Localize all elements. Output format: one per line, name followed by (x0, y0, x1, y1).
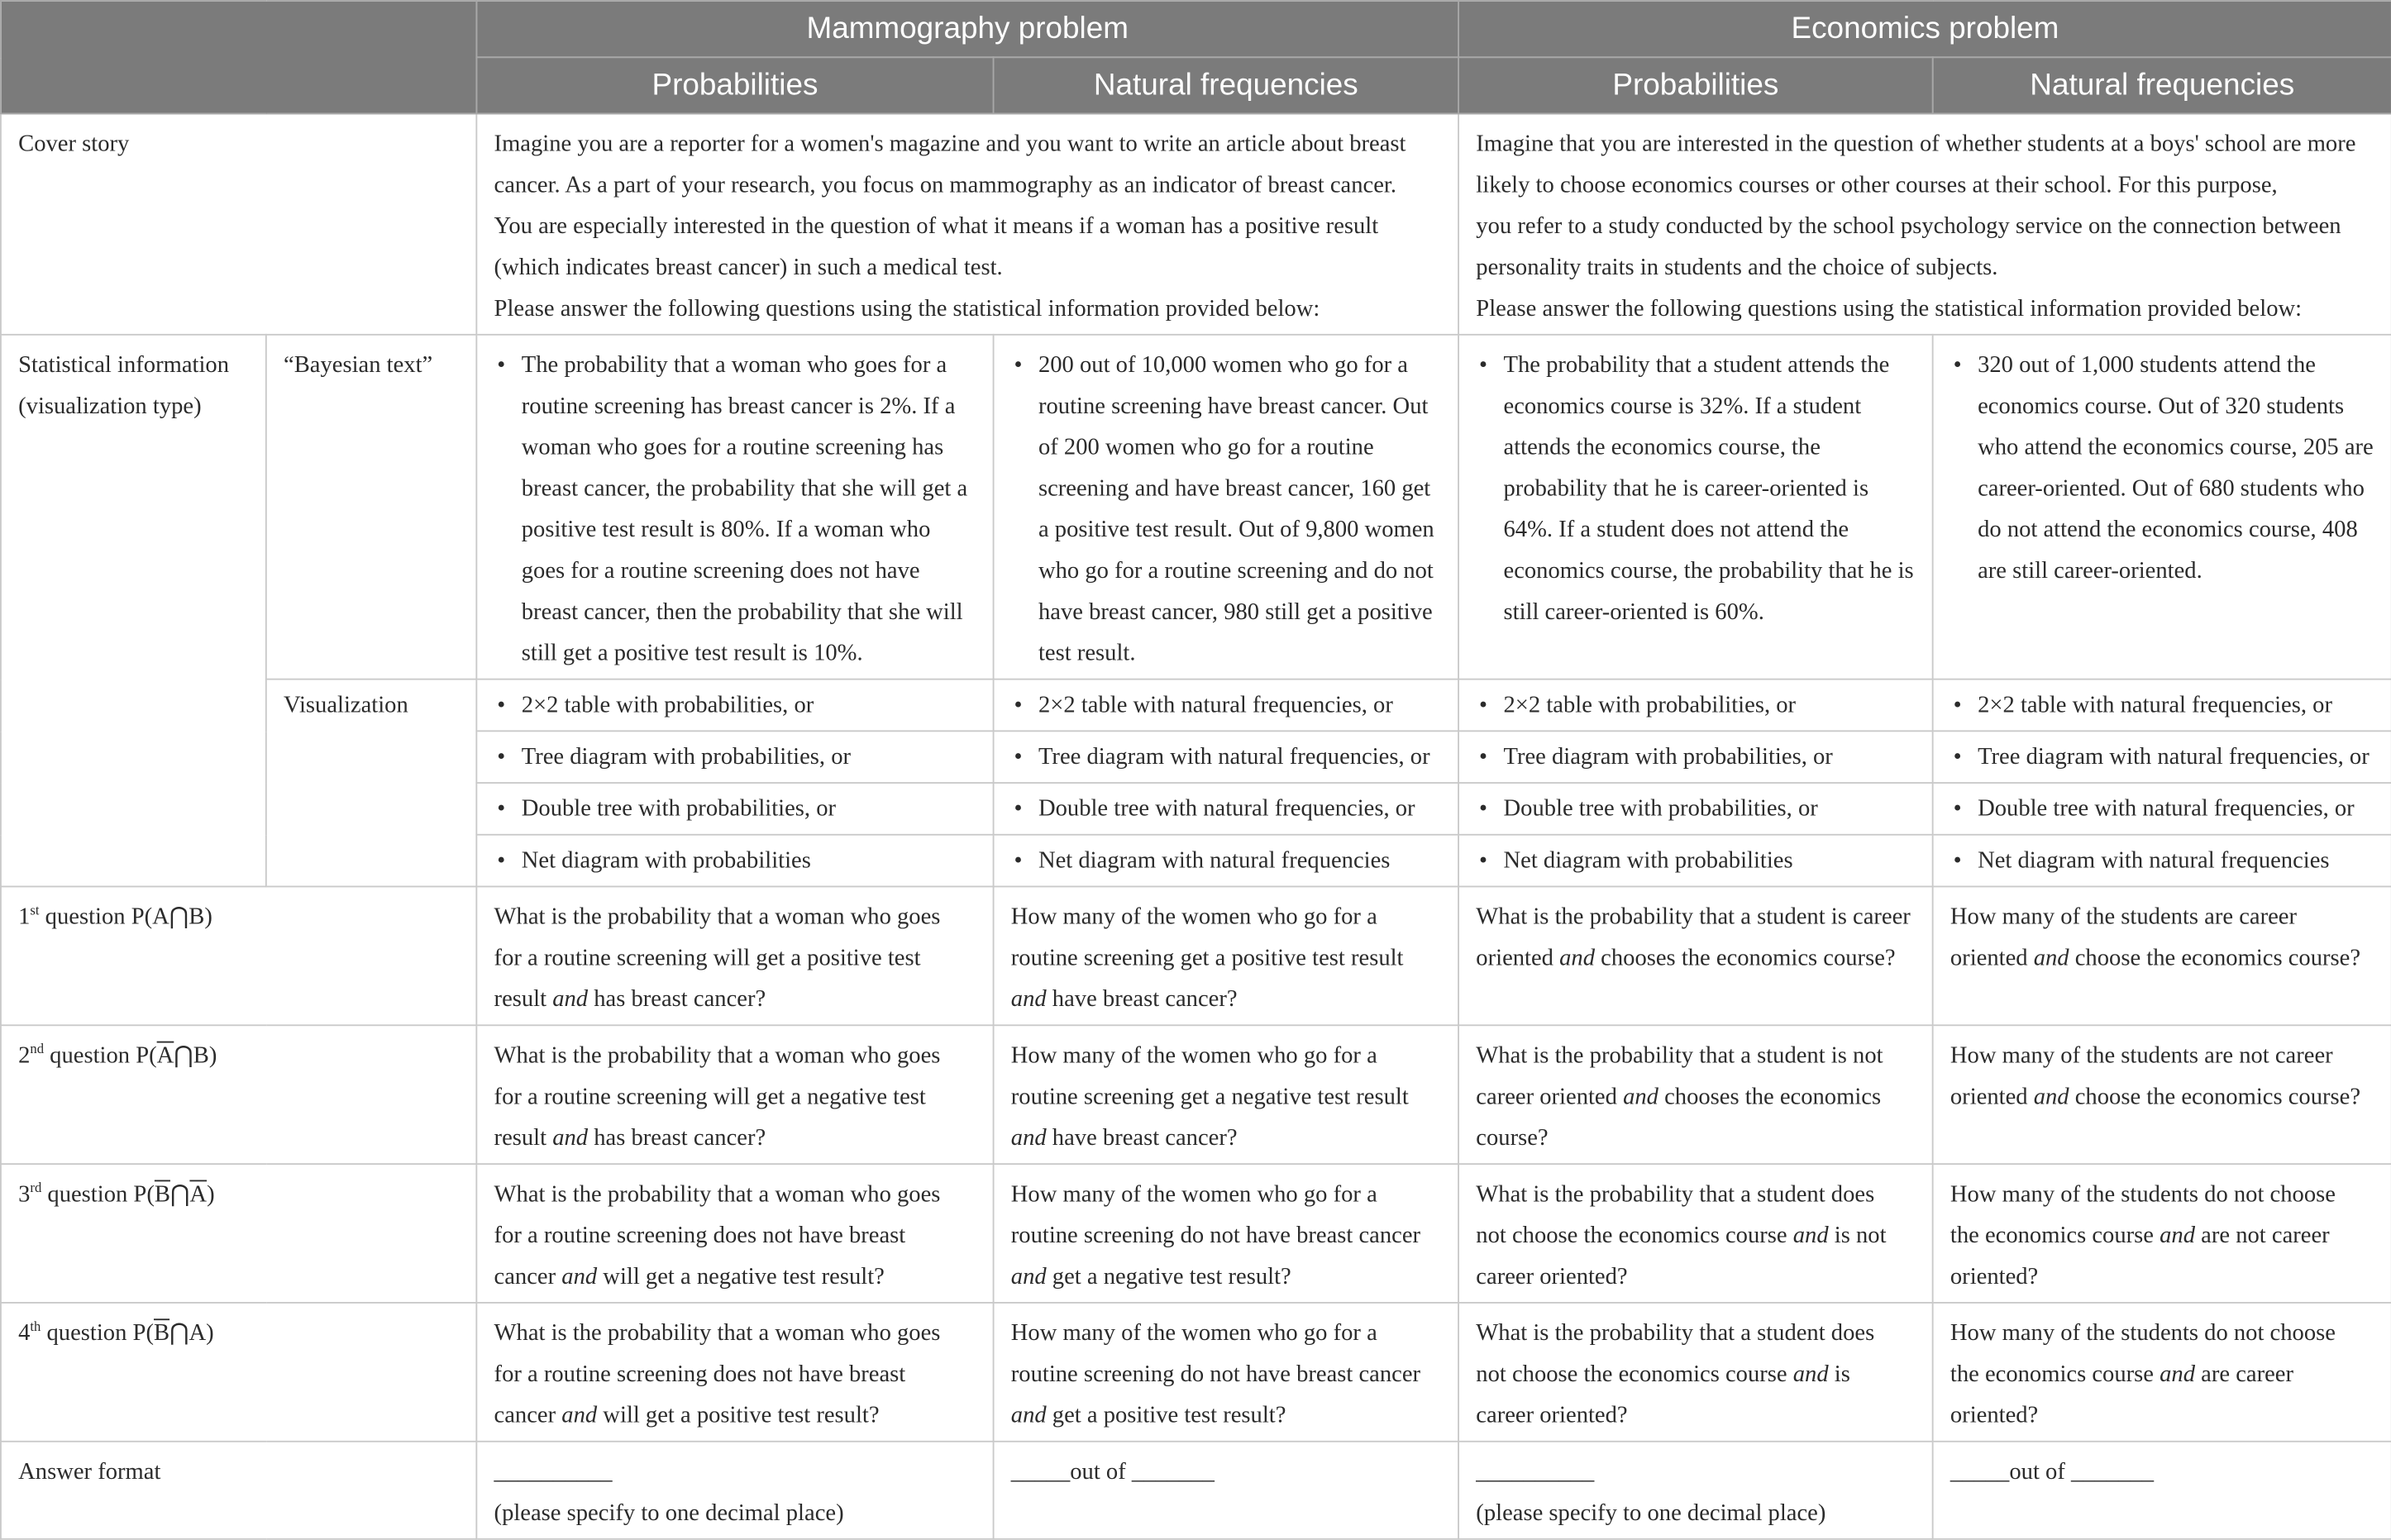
text-part: have breast cancer? (1046, 986, 1238, 1013)
text-part: will get a negative test result? (597, 1263, 885, 1290)
viz-cell (476, 679, 993, 732)
viz-cell (1458, 731, 1933, 783)
intersection-symbol: ⋂ (169, 903, 189, 931)
viz-cell (476, 783, 993, 835)
viz-cell (1933, 783, 2391, 835)
text-line (494, 1118, 976, 1159)
list-item: • Net diagram with natural frequencies (1978, 840, 2374, 881)
answer-blank: _____out of _______ (1010, 1458, 1215, 1485)
formula-part: ) (208, 1042, 217, 1069)
text-line (1950, 1215, 2374, 1256)
text-line: routine screening do not have breast cancer (1010, 1361, 1421, 1388)
question-ordinal: 4 (18, 1320, 31, 1347)
text-line: What is the probability that a student does (1476, 1181, 1875, 1208)
ordinal-suffix: st (30, 902, 40, 918)
question-cell (1933, 1025, 2391, 1164)
emphasis: and (1623, 1084, 1658, 1110)
formula-event-b: $\overline{A}$ (189, 1181, 208, 1208)
question-word: question (45, 903, 126, 931)
question-cell (1458, 1164, 1933, 1303)
emphasis: and (2160, 1223, 2196, 1249)
cover-econ-line: Imagine that you are interested in the question of whether students at a boys' school are more (1476, 131, 2356, 157)
text-line: What is the probability that a woman who goes (494, 1181, 941, 1208)
cover-story-label: Cover story (1, 113, 476, 334)
text-line: What is the probability that a woman who goes (494, 1320, 941, 1347)
formula-part: ) (204, 903, 212, 931)
question-ordinal: 1 (18, 903, 31, 931)
question-word: question (47, 1181, 128, 1208)
row-question-1 (1, 886, 2391, 1025)
row-answer-format (1, 1442, 2391, 1539)
text-line: How many of the students do not choose (1950, 1181, 2336, 1208)
text-line: course? (1476, 1125, 1549, 1151)
answer-mammo-freq (994, 1442, 1459, 1539)
text-line: How many of the students are not career (1950, 1042, 2333, 1069)
viz-cell (994, 731, 1459, 783)
question-cell (1458, 1303, 1933, 1442)
intersection-symbol: ⋂ (169, 1320, 189, 1347)
emphasis: and (552, 1125, 589, 1151)
text-part: is (1828, 1361, 1850, 1388)
viz-cell (1933, 679, 2391, 732)
cover-story-economics (1458, 113, 2391, 334)
header-mammography: Mammography problem (476, 1, 1458, 57)
intersection-symbol: ⋂ (174, 1042, 193, 1069)
text-line (1011, 1395, 1441, 1437)
text-line (1011, 979, 1441, 1020)
text-part: has breast cancer? (588, 986, 766, 1013)
question-ordinal: 2 (18, 1042, 31, 1069)
question-formula (133, 1320, 214, 1346)
text-line: How many of the women who go for a (1010, 903, 1377, 931)
text-line: for a routine screening does not have breast (494, 1361, 906, 1388)
list-item: • Double tree with natural frequencies, or (1978, 789, 2374, 830)
question-cell (1933, 886, 2391, 1025)
formula-part: P( (131, 903, 153, 931)
list-item: • Net diagram with probabilities (1504, 840, 1916, 881)
question-cell (994, 886, 1459, 1025)
viz-cell (1933, 835, 2391, 887)
question-formula (131, 904, 212, 930)
emphasis: and (1010, 986, 1047, 1013)
list-item: • Tree diagram with probabilities, or (522, 737, 976, 778)
viz-cell (1933, 731, 2391, 783)
emphasis: and (2033, 1084, 2069, 1110)
answer-note: (please specify to one decimal place) (494, 1499, 844, 1527)
text-line: oriented? (1950, 1402, 2039, 1429)
viz-cell (994, 679, 1459, 732)
text-line: How many of the women who go for a (1010, 1042, 1377, 1069)
text-line: How many of the women who go for a (1010, 1181, 1377, 1208)
cover-econ-line: Please answer the following questions using the statistical information provided below: (1476, 295, 2303, 322)
answer-note: (please specify to one decimal place) (1476, 1499, 1826, 1527)
row-cover-story (1, 113, 2391, 334)
question-cell (476, 1164, 993, 1303)
text-part: will get a positive test result? (597, 1402, 880, 1429)
text-part: not choose the economics course (1476, 1223, 1793, 1249)
question-cell (994, 1164, 1459, 1303)
text-line: routine screening get a negative test result (1010, 1084, 1409, 1110)
emphasis: and (2160, 1361, 2196, 1388)
question-cell (1458, 1025, 1933, 1164)
formula-event-a: $\overline{A}$ (156, 1042, 174, 1069)
text-line: What is the probability that a student does (1476, 1320, 1875, 1347)
question-cell (1458, 886, 1933, 1025)
question-cell (994, 1025, 1459, 1164)
text-line (1950, 937, 2374, 979)
emphasis: and (1010, 1263, 1047, 1290)
text-line: routine screening get a positive test result (1010, 945, 1404, 971)
cover-econ-line: you refer to a study conducted by the school psychology service on the connection between (1476, 213, 2341, 240)
formula-part: P( (136, 1042, 157, 1069)
text-line: for a routine screening will get a negative test (494, 1084, 926, 1110)
question-cell (476, 1303, 993, 1442)
question-word: question (50, 1042, 131, 1069)
text-line: oriented? (1950, 1263, 2039, 1290)
header-mammo-frequencies: Natural frequencies (994, 57, 1459, 113)
question-formula (136, 1043, 217, 1069)
list-item: • Double tree with natural frequencies, or (1038, 789, 1441, 830)
formula-part: ) (206, 1320, 214, 1347)
bayes-econ-freq (1933, 335, 2391, 679)
text-part: not choose the economics course (1476, 1361, 1793, 1388)
text-line (1476, 1076, 1915, 1118)
text-part: the economics course (1950, 1361, 2160, 1388)
formula-part: ) (207, 1181, 215, 1208)
header-econ-frequencies: Natural frequencies (1933, 57, 2391, 113)
list-item: • The probability that a woman who goes for a routine screening has breast cancer is 2%. If a woman who goes for a routine screening has breast cancer, the probability that she will get a positive test result is 80%. If a woman who goes for a routine screening does not have breast cancer, then the probability that she will still get a positive test result is 10%. (522, 345, 976, 674)
answer-format-label: Answer format (1, 1442, 476, 1539)
question-cell (476, 886, 993, 1025)
list-item: • Tree diagram with probabilities, or (1504, 737, 1916, 778)
bayes-mammo-freq (994, 335, 1459, 679)
list-item: • 2×2 table with probabilities, or (522, 684, 976, 726)
text-line: How many of the students do not choose (1950, 1320, 2336, 1347)
list-item: • 200 out of 10,000 women who go for a routine screening have breast cancer. Out of 200 women who go for a routine screening and have breast cancer, 160 get a positive test result. Out of 9,800 women who go for a routine screening and do not have breast cancer, 980 still get a positive test result. (1038, 345, 1441, 674)
text-part: cancer (494, 1263, 562, 1290)
emphasis: and (1010, 1402, 1047, 1429)
cover-econ-line: likely to choose economics courses or other courses at their school. For this purpose, (1476, 172, 2278, 198)
text-line (494, 1256, 976, 1298)
question-cell (994, 1303, 1459, 1442)
emphasis: and (1010, 1125, 1047, 1151)
ordinal-suffix: th (30, 1318, 41, 1334)
list-item: • Net diagram with probabilities (522, 840, 976, 881)
text-part: are career (2195, 1361, 2294, 1388)
text-line: for a routine screening does not have breast (494, 1223, 906, 1249)
bayes-econ-prob (1458, 335, 1933, 679)
formula-event-b: B (189, 903, 205, 931)
text-line: What is the probability that a student is not (1476, 1042, 1883, 1069)
text-part: have breast cancer? (1046, 1125, 1238, 1151)
question-word: question (46, 1320, 127, 1347)
list-item: • Tree diagram with natural frequencies, or (1978, 737, 2374, 778)
bayesian-text-label: “Bayesian text” (266, 335, 477, 679)
row-question-4 (1, 1303, 2391, 1442)
viz-cell (994, 835, 1459, 887)
answer-econ-prob (1458, 1442, 1933, 1539)
bayes-mammo-prob (476, 335, 993, 679)
formula-part: P( (133, 1181, 155, 1208)
emphasis: and (2033, 945, 2069, 971)
text-part: is not (1828, 1223, 1887, 1249)
answer-econ-freq (1933, 1442, 2391, 1539)
formula-event-a: $\overline{B}$ (153, 1320, 170, 1347)
formula-event-a: A (152, 903, 169, 931)
intersection-symbol: ⋂ (169, 1181, 190, 1208)
list-item: • 2×2 table with natural frequencies, or (1038, 684, 1441, 726)
visualization-label: Visualization (266, 679, 477, 887)
text-part: get a positive test result? (1046, 1402, 1286, 1429)
text-line: for a routine screening will get a positive test (494, 945, 921, 971)
cover-mammo-line: (which indicates breast cancer) in such a medical test. (494, 254, 1003, 281)
text-line: What is the probability that a woman who goes (494, 1042, 941, 1069)
answer-blank: __________ (1476, 1458, 1595, 1485)
text-part: get a negative test result? (1046, 1263, 1291, 1290)
list-item: • Net diagram with natural frequencies (1038, 840, 1441, 881)
formula-part: P( (132, 1320, 154, 1347)
text-part: oriented (1950, 945, 2034, 971)
row-visualization (1, 679, 2391, 732)
cover-mammo-line: Please answer the following questions using the statistical information provided below: (494, 295, 1320, 322)
header-econ-probabilities: Probabilities (1458, 57, 1933, 113)
question-label (1, 1025, 476, 1164)
text-line: What is the probability that a student is career (1476, 903, 1911, 931)
text-part: choose the economics course? (2069, 945, 2361, 971)
text-part: the economics course (1950, 1223, 2160, 1249)
text-line (494, 1395, 976, 1437)
text-part: chooses the economics course? (1595, 945, 1896, 971)
text-part: result (494, 986, 553, 1013)
text-line: routine screening do not have breast cancer (1010, 1223, 1421, 1249)
text-line: How many of the students are career (1950, 903, 2298, 931)
text-line (1011, 1118, 1441, 1159)
viz-cell (1458, 679, 1933, 732)
text-part: choose the economics course? (2069, 1084, 2361, 1110)
emphasis: and (1792, 1223, 1829, 1249)
header-mammo-probabilities: Probabilities (476, 57, 993, 113)
list-item: • 2×2 table with probabilities, or (1504, 684, 1916, 726)
formula-event-b: A (189, 1320, 207, 1347)
list-item: • 320 out of 1,000 students attend the economics course. Out of 320 students who attend the economics course, 205 are career-oriented. Out of 680 students who do not attend the economics course, 408 are still career-oriented. (1978, 345, 2374, 592)
list-item: • The probability that a student attends the economics course is 32%. If a student attends the economics course, the probability that he is career-oriented is 64%. If a student does not attend the economics course, the probability that he is still career-oriented is 60%. (1504, 345, 1916, 633)
question-formula (133, 1181, 214, 1207)
text-part: chooses the economics (1658, 1084, 1882, 1110)
list-item: • Double tree with probabilities, or (1504, 789, 1916, 830)
text-line: What is the probability that a woman who goes (494, 903, 941, 931)
question-cell (1933, 1303, 2391, 1442)
text-line (1950, 1076, 2374, 1118)
text-line: How many of the women who go for a (1010, 1320, 1377, 1347)
text-part: has breast cancer? (588, 1125, 766, 1151)
header-economics: Economics problem (1458, 1, 2391, 57)
text-part: oriented (1950, 1084, 2034, 1110)
text-line (1950, 1354, 2374, 1395)
answer-blank: __________ (494, 1458, 613, 1485)
answer-mammo-prob (476, 1442, 993, 1539)
text-part: oriented (1476, 945, 1560, 971)
row-question-2 (1, 1025, 2391, 1164)
text-line (1476, 1215, 1915, 1256)
question-label (1, 1164, 476, 1303)
viz-cell (1458, 835, 1933, 887)
ordinal-suffix: nd (30, 1041, 45, 1056)
statistical-info-label: Statistical information (visualization type) (1, 335, 266, 887)
formula-event-b: B (193, 1042, 209, 1069)
row-question-3 (1, 1164, 2391, 1303)
emphasis: and (552, 986, 589, 1013)
cover-mammo-line: Imagine you are a reporter for a women's magazine and you want to write an article about breast (494, 131, 1406, 157)
text-line (1476, 1354, 1915, 1395)
cover-story-mammography (476, 113, 1458, 334)
question-label (1, 1303, 476, 1442)
emphasis: and (561, 1402, 598, 1429)
text-part: are not career (2195, 1223, 2330, 1249)
viz-cell (994, 783, 1459, 835)
text-part: cancer (494, 1402, 562, 1429)
text-line (1011, 1256, 1441, 1298)
text-part: career oriented (1476, 1084, 1624, 1110)
list-item: • Tree diagram with natural frequencies, or (1038, 737, 1441, 778)
question-ordinal: 3 (18, 1181, 31, 1208)
cover-mammo-line: You are especially interested in the question of what it means if a woman has a positive result (494, 213, 1379, 240)
answer-blank: _____out of _______ (1950, 1458, 2155, 1485)
header-empty-corner (1, 1, 476, 113)
text-line (494, 979, 976, 1020)
cover-mammo-line: cancer. As a part of your research, you focus on mammography as an indicator of breast cancer. (494, 172, 1397, 198)
text-part: result (494, 1125, 553, 1151)
emphasis: and (1792, 1361, 1829, 1388)
list-item: • Double tree with probabilities, or (522, 789, 976, 830)
text-line (1476, 937, 1915, 979)
viz-cell (476, 835, 993, 887)
question-cell (1933, 1164, 2391, 1303)
question-label (1, 886, 476, 1025)
text-line: career oriented? (1476, 1263, 1628, 1290)
emphasis: and (1559, 945, 1596, 971)
viz-cell (476, 731, 993, 783)
formula-event-a: $\overline{B}$ (154, 1181, 170, 1208)
emphasis: and (561, 1263, 598, 1290)
viz-cell (1458, 783, 1933, 835)
ordinal-suffix: rd (30, 1180, 42, 1195)
cover-econ-line: personality traits in students and the choice of subjects. (1476, 254, 1998, 281)
text-line: career oriented? (1476, 1402, 1628, 1429)
list-item: • 2×2 table with natural frequencies, or (1978, 684, 2374, 726)
row-bayesian-text (1, 335, 2391, 679)
question-cell (476, 1025, 993, 1164)
